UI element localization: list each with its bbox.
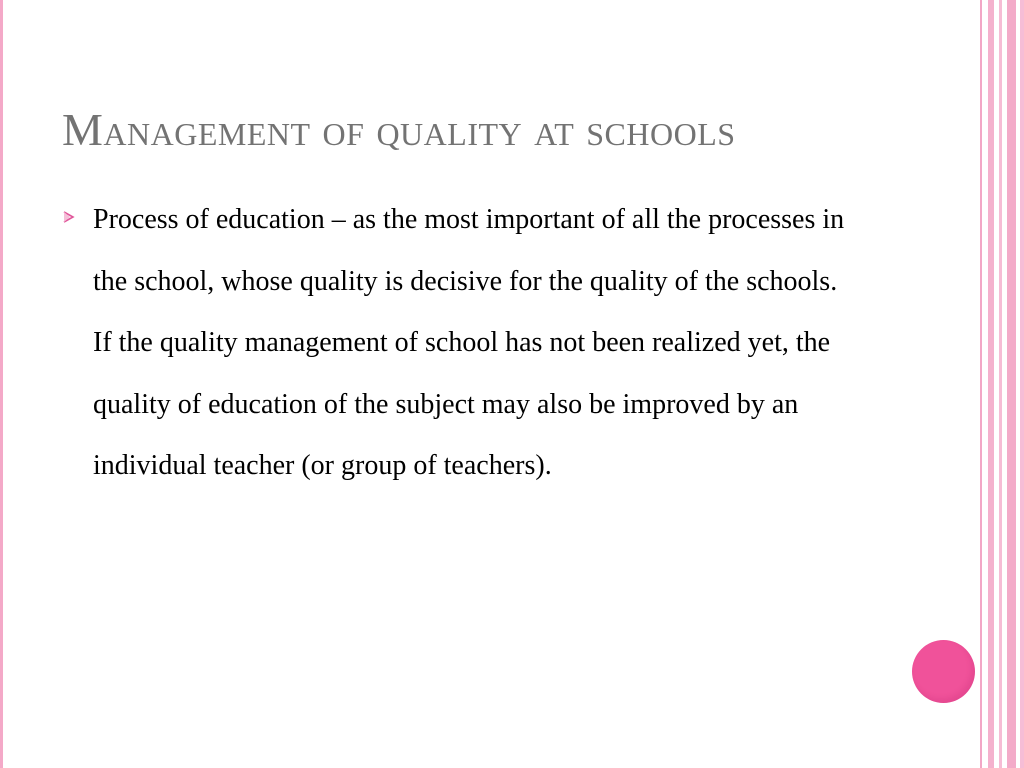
slide-title: Management of quality at schools [62,104,736,155]
right-decorative-stripes [980,0,1024,768]
chevron-right-icon-svg [62,210,76,224]
stripe [988,0,994,768]
stripe [1007,0,1016,768]
bullet-item [62,189,862,497]
stripe [999,0,1002,768]
left-border [0,0,3,768]
chevron-right-icon [62,210,76,224]
stripe [980,0,982,768]
bullet-text: Process of education – as the most important of all the processes in the school, whose quality is decisive for the quality of the schools. If the quality management of school has not been realized yet, the quality of education of the subject may also be improved by an individual teacher (or group of teachers). [93,204,845,481]
pink-circle-decoration [912,640,975,703]
stripe [1020,0,1024,768]
slide-body [62,189,862,497]
